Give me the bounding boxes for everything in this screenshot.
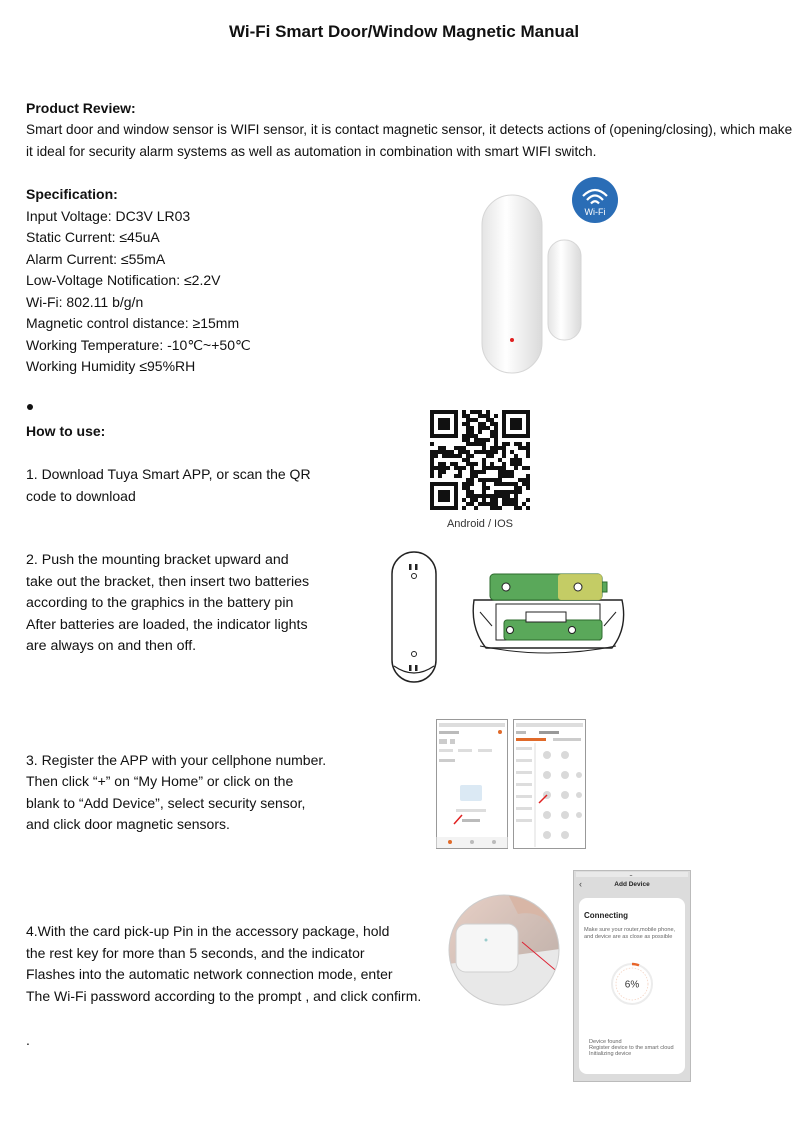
how-to-use-heading: How to use: (26, 423, 106, 439)
step4-line2: the rest key for more than 5 seconds, and the indicator (26, 945, 365, 961)
spec-item: Working Humidity ≤95%RH (26, 358, 196, 374)
trailing-dot: . (26, 1032, 30, 1048)
wifi-badge (571, 176, 619, 224)
battery-compartment-drawing (466, 568, 630, 660)
product-review-heading: Product Review: (26, 100, 136, 116)
qr-code-image (430, 410, 530, 510)
progress-percent: 6% (624, 979, 640, 991)
step2-line3: according to the graphics in the battery pin (26, 595, 294, 611)
step3-line1: 3. Register the APP with your cellphone number. (26, 752, 327, 768)
step2-line2: take out the bracket, then insert two batteries (26, 574, 310, 590)
spec-item: Magnetic control distance: ≥15mm (26, 315, 240, 331)
specification-heading: Specification: (26, 186, 118, 202)
reset-pin-photo (448, 894, 560, 1006)
step4-line3: Flashes into the automatic network connection mode, enter (26, 966, 393, 982)
step3-line3: blank to “Add Device”, select security sensor, (26, 795, 306, 811)
sensor-outline-drawing (388, 548, 440, 686)
step2-line5: are always on and then off. (26, 638, 197, 654)
step4-line1: 4.With the card pick-up Pin in the accessory package, hold (26, 923, 390, 939)
spec-item: Working Temperature: -10℃~+50℃ (26, 337, 251, 353)
status-register: Register device to the smart cloud (589, 1045, 674, 1051)
app-screenshot-add-device (513, 719, 586, 849)
connecting-hint2: and device are as close as possible (584, 934, 673, 940)
spec-item: Alarm Current: ≤55mA (26, 251, 166, 267)
step1-line1: 1. Download Tuya Smart APP, or scan the QR (26, 466, 311, 482)
spec-item: Wi-Fi: 802.11 b/g/n (26, 294, 144, 310)
step3-line2: Then click “+” on “My Home” or click on the (26, 773, 294, 789)
product-review-line2: it ideal for security alarm systems as well as automation in combination with smart WIFI switch. (26, 144, 597, 159)
step4-line4: The Wi-Fi password according to the prompt , and click confirm. (26, 988, 422, 1004)
connecting-hint1: Make sure your router,mobile phone, (584, 927, 676, 933)
status-device-found: Device found (589, 1039, 622, 1045)
status-initializing: Initializing device (589, 1051, 632, 1057)
spec-item: Static Current: ≤45uA (26, 229, 160, 245)
phone-connecting-screen (573, 870, 691, 1082)
bullet-dot (27, 404, 33, 410)
product-review-line1: Smart door and window sensor is WIFI sensor, it is contact magnetic sensor, it detects actions of (opening/closing), which make (26, 122, 793, 137)
step3-line4: and click door magnetic sensors. (26, 816, 230, 832)
page-title: Wi-Fi Smart Door/Window Magnetic Manual (228, 22, 580, 41)
app-screenshot-home (436, 719, 508, 849)
wifi-badge-label: Wi-Fi (584, 207, 606, 217)
phone-header: Add Device (614, 881, 650, 888)
step2-line4: After batteries are loaded, the indicator lights (26, 617, 308, 633)
spec-item: Low-Voltage Notification: ≤2.2V (26, 272, 221, 288)
step1-line2: code to download (26, 488, 136, 504)
qr-caption: Android / IOS (446, 518, 514, 530)
spec-item: Input Voltage: DC3V LR03 (26, 208, 191, 224)
step2-line1: 2. Push the mounting bracket upward and (26, 552, 289, 568)
back-chevron-icon: ‹ (579, 879, 582, 889)
connecting-title: Connecting (584, 911, 628, 920)
svg-text:••: •• (629, 872, 633, 878)
